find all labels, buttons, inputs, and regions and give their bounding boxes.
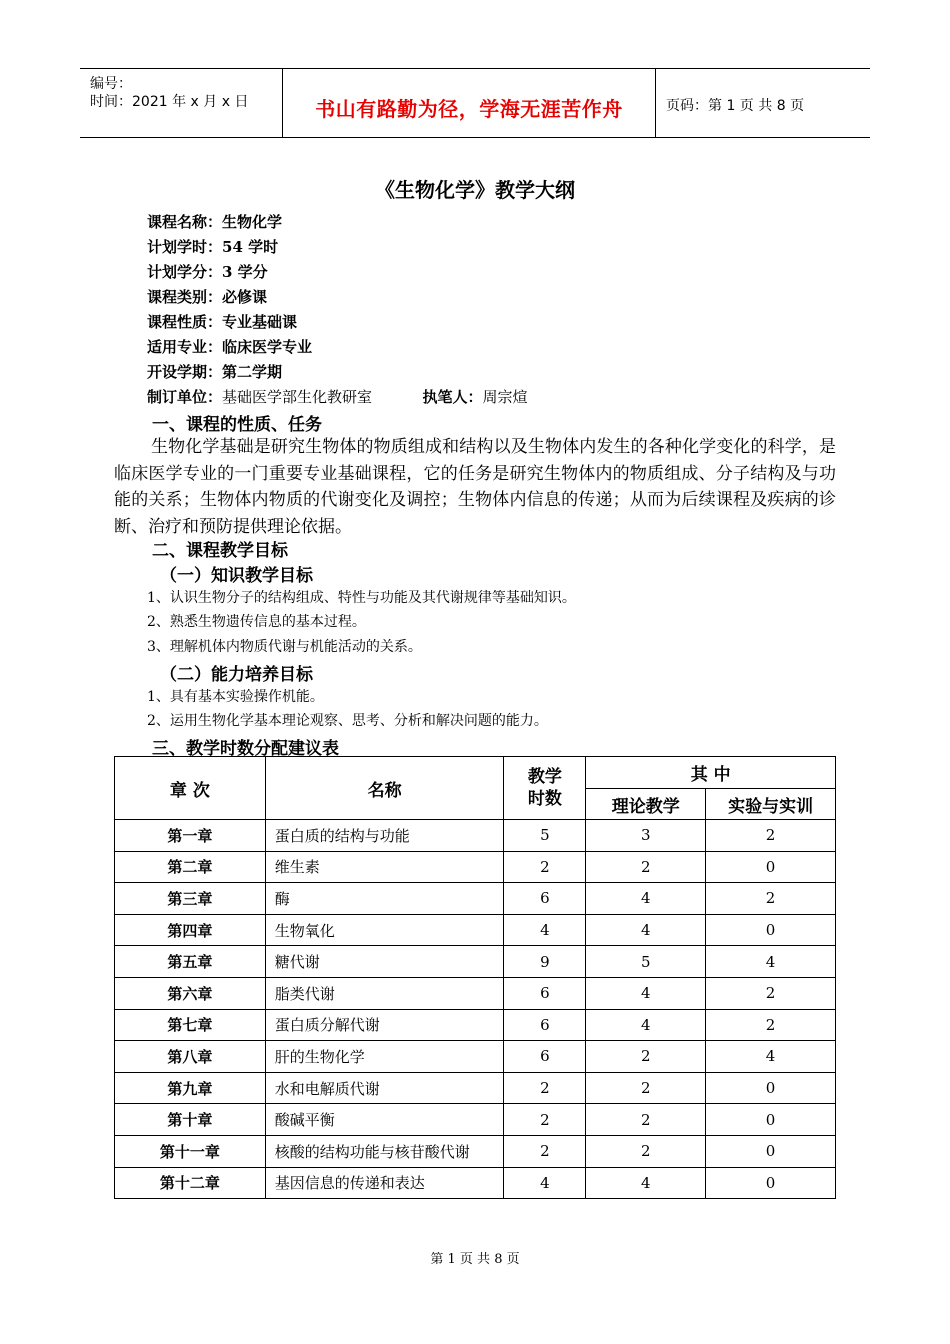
theory-cell: 2 [586,1041,706,1073]
page-footer: 第 1 页 共 8 页 [430,1252,520,1267]
hours-cell: 4 [504,1167,586,1199]
knowledge-goals-heading: （一）知识教学目标 [160,566,313,586]
chapter-cell: 第五章 [115,946,266,978]
hours-cell: 2 [504,1104,586,1136]
planned-hours: 计划学时：54 学时 [147,238,279,256]
name-cell: 蛋白质分解代谢 [265,1009,504,1041]
chapter-cell: 第一章 [115,820,266,852]
section-1-paragraph: 生物化学基础是研究生物体的物质组成和结构以及生物体内发生的各种化学变化的科学，是临床医学专业的一门重要专业基础课程，它的任务是研究生物体内的物质组成、分子结构及与功能的关系；生物体内物质的代谢变化及调控；生物体内信息的传递；从而为后续课程及疾病的诊断、治疗和预防提供理论依据。 [114,437,836,537]
practice-cell: 2 [706,883,836,915]
document-number: 编号： [90,76,132,92]
knowledge-goal-item: 1、认识生物分子的结构组成、特性与功能及其代谢规律等基础知识。 [147,590,576,606]
chapter-cell: 第三章 [115,883,266,915]
header-hours-line1: 教学 [527,767,562,787]
table-row [115,1072,836,1104]
theory-cell: 4 [586,977,706,1009]
author-label: 执笔人： [422,388,483,406]
name-cell: 基因信息的传递和表达 [265,1167,504,1199]
header-hours-line2: 时数 [527,789,562,809]
chapter-cell: 第十一章 [115,1135,266,1167]
practice-cell: 0 [706,1104,836,1136]
document-title: 《生物化学》教学大纲 [375,178,575,202]
chapter-cell: 第十章 [115,1104,266,1136]
ability-goals-heading: （二）能力培养目标 [160,665,313,685]
name-cell: 糖代谢 [265,946,504,978]
name-cell: 酸碱平衡 [265,1104,504,1136]
theory-cell: 2 [586,851,706,883]
knowledge-goal-item: 3、理解机体内物质代谢与机能活动的关系。 [147,639,422,655]
name-cell: 维生素 [265,851,504,883]
hours-cell: 6 [504,1041,586,1073]
course-category: 课程类别：必修课 [147,288,268,306]
theory-cell: 4 [586,1167,706,1199]
header-theory: 理论教学 [586,789,706,820]
name-cell: 蛋白质的结构与功能 [265,820,504,852]
hours-cell: 4 [504,914,586,946]
table-row [115,1009,836,1041]
practice-cell: 4 [706,946,836,978]
chapter-cell: 第八章 [115,1041,266,1073]
table-row [115,946,836,978]
ability-goal-item: 2、运用生物化学基本理论观察、思考、分析和解决问题的能力。 [147,713,548,729]
unit-label: 制订单位： [147,388,223,406]
theory-cell: 2 [586,1104,706,1136]
table-row [115,820,836,852]
course-name: 课程名称：生物化学 [147,213,283,231]
semester: 开设学期：第二学期 [147,363,283,381]
practice-cell: 2 [706,820,836,852]
section-1-heading: 一、课程的性质、任务 [152,415,322,435]
practice-cell: 0 [706,851,836,883]
hours-cell: 2 [504,1072,586,1104]
header-middle-cell [283,69,656,137]
table-row [115,1167,836,1199]
author-value: 周宗煊 [482,388,528,406]
chapter-cell: 第四章 [115,914,266,946]
table-row [115,1104,836,1136]
name-cell: 生物氧化 [265,914,504,946]
name-cell: 核酸的结构功能与核苷酸代谢 [265,1135,504,1167]
name-cell: 水和电解质代谢 [265,1072,504,1104]
header-chapter: 章 次 [115,757,266,820]
hours-cell: 9 [504,946,586,978]
name-cell: 酶 [265,883,504,915]
header-left-cell [80,69,283,137]
section-2-heading: 二、课程教学目标 [152,541,288,561]
hours-cell: 5 [504,820,586,852]
unit-and-author [147,387,528,407]
hours-allocation-table [114,756,836,1199]
course-nature: 课程性质：专业基础课 [147,313,298,331]
theory-cell: 4 [586,914,706,946]
planned-credits: 计划学分：3 学分 [147,263,268,281]
theory-cell: 2 [586,1072,706,1104]
table-row [115,1135,836,1167]
chapter-cell: 第十二章 [115,1167,266,1199]
header-practice: 实验与实训 [706,789,836,820]
hours-cell: 2 [504,1135,586,1167]
practice-cell: 0 [706,914,836,946]
practice-cell: 2 [706,1009,836,1041]
section-3-heading: 三、教学时数分配建议表 [152,739,339,759]
name-cell: 脂类代谢 [265,977,504,1009]
hours-cell: 6 [504,1009,586,1041]
chapter-cell: 第二章 [115,851,266,883]
applicable-major: 适用专业：临床医学专业 [147,338,313,356]
knowledge-goal-item: 2、熟悉生物遗传信息的基本过程。 [147,614,366,630]
table-row [115,851,836,883]
theory-cell: 5 [586,946,706,978]
chapter-cell: 第六章 [115,977,266,1009]
chapter-cell: 第九章 [115,1072,266,1104]
document-date: 时间：2021 年 x 月 x 日 [90,94,249,110]
theory-cell: 3 [586,820,706,852]
document-header [80,68,870,138]
hours-cell: 2 [504,851,586,883]
header-hours [504,757,586,820]
name-cell: 肝的生物化学 [265,1041,504,1073]
unit-value: 基础医学部生化教研室 [222,388,373,406]
practice-cell: 0 [706,1135,836,1167]
ability-goal-item: 1、具有基本实验操作机能。 [147,689,324,705]
practice-cell: 0 [706,1167,836,1199]
practice-cell: 4 [706,1041,836,1073]
chapter-cell: 第七章 [115,1009,266,1041]
header-page-number: 页码：第 1 页 共 8 页 [666,98,805,114]
hours-cell: 6 [504,883,586,915]
hours-cell: 6 [504,977,586,1009]
table-row [115,977,836,1009]
header-name: 名称 [265,757,504,820]
table-row [115,883,836,915]
table-row [115,1041,836,1073]
theory-cell: 2 [586,1135,706,1167]
header-among: 其 中 [586,757,836,789]
theory-cell: 4 [586,1009,706,1041]
practice-cell: 0 [706,1072,836,1104]
header-right-cell [656,69,870,137]
theory-cell: 4 [586,883,706,915]
practice-cell: 2 [706,977,836,1009]
table-row [115,914,836,946]
header-motto: 书山有路勤为径，学海无涯苦作舟 [315,97,623,121]
